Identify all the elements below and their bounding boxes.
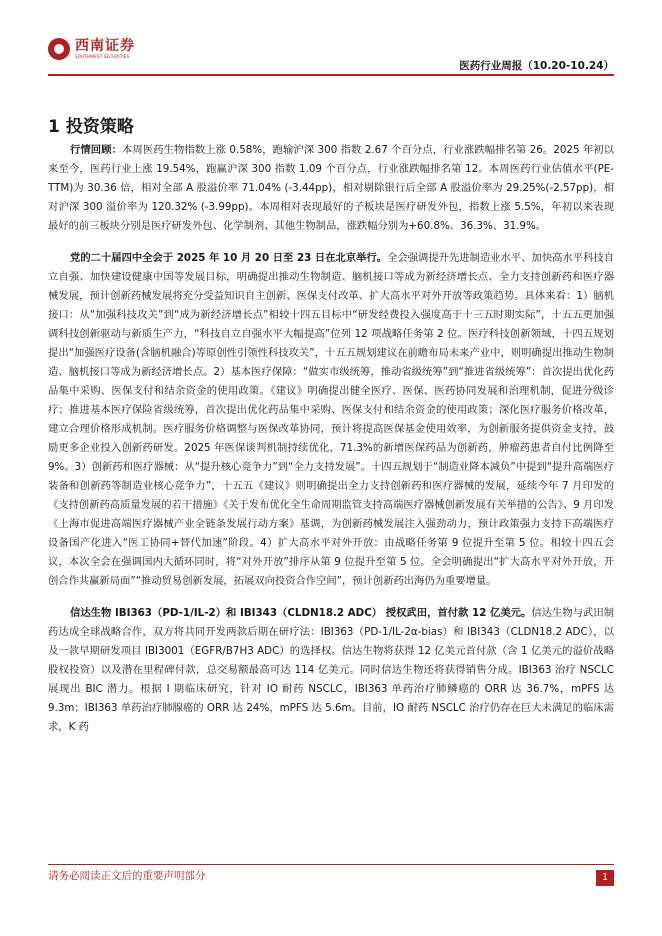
paragraph-market-review xyxy=(48,141,614,236)
page-number: 1 xyxy=(596,870,614,886)
body-content xyxy=(48,141,614,750)
footer-disclaimer: 请务必阅读正文后的重要声明部分 xyxy=(48,870,206,882)
paragraph-text: 信达生物与武田制药达成全球战略合作，双方将共同开发两款后期在研疗法：IBI363（PD-1/IL-2α-bias）和 IBI343（CLDN18.2 ADC），以及一款早期研发项目 IBI3001（EGFR/B7H3 ADC）的选择权。信达生物将获得 12 亿美元首付款（含 1 亿美元的溢价战略股权投资）以及潜在里程碑付款，总交易额最高可达 114 亿美元。同时信达生物还将获得销售分成。IBI363 治疗 NSCLC 展现出 BIC 潜力。根据 I 期临床研究，针对 IO 耐药 NSCLC，IBI363 单药治疗肺鳞癌的 ORR 达 36.7%，mPFS 达 9.3m；IBI363 单药治疗肺腺癌的 ORR 达 24%，mPFS 达 5.6m。目前，IO 耐药 NSCLC 治疗仍存在巨大未满足的临床需求，K 药 xyxy=(48,607,615,733)
paragraph-plenary-session xyxy=(48,249,614,591)
section-title-text: 投资策略 xyxy=(65,117,134,137)
report-title: 医药行业周报（10.20-10.24） xyxy=(459,60,614,72)
header-divider xyxy=(48,74,614,76)
section-heading xyxy=(48,112,134,137)
logo-chinese-name: 西南证券 xyxy=(75,38,135,54)
paragraph-text: 全会强调提升先进制造业水平、加快高水平科技自立自强、加快建设健康中国等发展目标，明确提出推动生物制造、脑机接口等成为新经济增长点、全力支持创新药和医疗器械发展，预计创新药械发展将充分受益知识自主创新、医保支付改革、扩大高水平对外开放等政策趋势。具体来看：1）脑机接口：从“加强科技攻关”到“成为新经济增长点”相较十四五目标中“研发经费投入强度高于十三五时期实际”，十五五更加强调科技创新驱动与新质生产力，“科技自立自强水平大幅提高”位列 12 项战略任务第 2 位。医疗科技创新领域，十四五规划提出“加强医疗设备(含脑机融合)等原创性引领性科技攻关”，十五五规划建议在前瞻布局未来产业中，则明确提出推动生物制造、脑机接口等成为新经济增长点。2）基本医疗保障：“做实市级统筹，推动省级统筹”到“推进省级统筹”：首次提出优化药品集中采购、医保支付和结余资金的使用政策。《建议》明确提出健全医疗、医保、医药协同发展和治理机制，促进分级诊疗；推进基本医疗保险省级统筹，首次提出优化药品集中采购、医保支付和结余资金的使用政策；深化医疗服务价格改革，建立合理价格形成机制。医疗服务价格调整与医保改革协同，预计将提高医保基金使用效率，为创新服务提供资金支持，鼓励更多企业投入创新药研发。2025 年医保谈判机制持续优化，71.3%的新增医保药品为创新药，肿瘤药患者自付比例降至 9%。3）创新药和医疗器械：从“提升核心竞争力”到“全力支持发展”。十四五规划于“制造业降本减负”中提到“提升高端医疗装备和创新药等制造业核心竞争力”，十五五《建议》则明确提出全力支持创新药和医疗器械的发展，延续今年 7 月印发的《支持创新药高质量发展的若干措施》《关于发布优化全生命周期监管支持高端医疗器械创新发展有关举措的公告》、9 月印发《上海市促进高端医疗器械产业全链条发展行动方案》基调，为创新药械发展注入强劲动力，预计政策强力支持下高端医疗设备国产化进入“医工协同+替代加速”阶段。4）扩大高水平对外开放：由战略任务第 9 位提升至第 5 位。相较十四五会议，本次全会在强调国内大循环同时，将“对外开放”排序从第 9 位提升至第 5 位。全会明确提出“扩大高水平对外开放，开创合作共赢新局面”“推动贸易创新发展，拓展双向投资合作空间”，预计创新药出海仍为重要增量。 xyxy=(48,252,615,587)
logo-emblem-icon xyxy=(48,38,70,60)
paragraph-innovent-deal xyxy=(48,604,614,737)
page-header xyxy=(0,0,662,80)
logo-english-name: SOUTHWEST SECURITIES xyxy=(75,54,130,59)
paragraph-text: 本周医药生物指数上涨 0.58%，跑输沪深 300 指数 2.67 个百分点，行业涨跌幅排名第 26。2025 年初以来至今，医药行业上涨 19.54%，跑赢沪深 300 指数 1.09 个百分点，行业涨跌幅排名第 12。本周医药行业估值水平(PE-TTM)为 30.36 倍，相对全部 A 股溢价率 71.04% (-3.44pp)，相对剔除银行后全部 A 股溢价率为 29.25%(-2.57pp)，相对沪深 300 溢价率为 120.32% (-3.99pp)。本周相对表现最好的子板块是医疗研发外包，指数上涨 5.5%，年初以来表现最好的前三板块分别是医疗研发外包、化学制剂、其他生物制品，涨跌幅分别为+60.8%、36.3%、31.9%。 xyxy=(48,144,615,232)
footer-divider xyxy=(48,864,614,865)
paragraph-lead: 信达生物 IBI363（PD-1/IL-2）和 IBI343（CLDN18.2 ADC） 授权武田，首付款 12 亿美元。 xyxy=(70,607,532,619)
company-logo xyxy=(48,38,135,60)
logo-text xyxy=(75,38,135,60)
paragraph-lead: 行情回顾： xyxy=(70,144,123,156)
paragraph-lead: 党的二十届四中全会于 2025 年 10 月 20 日至 23 日在北京举行。 xyxy=(70,252,388,264)
section-number: 1 xyxy=(48,117,60,137)
